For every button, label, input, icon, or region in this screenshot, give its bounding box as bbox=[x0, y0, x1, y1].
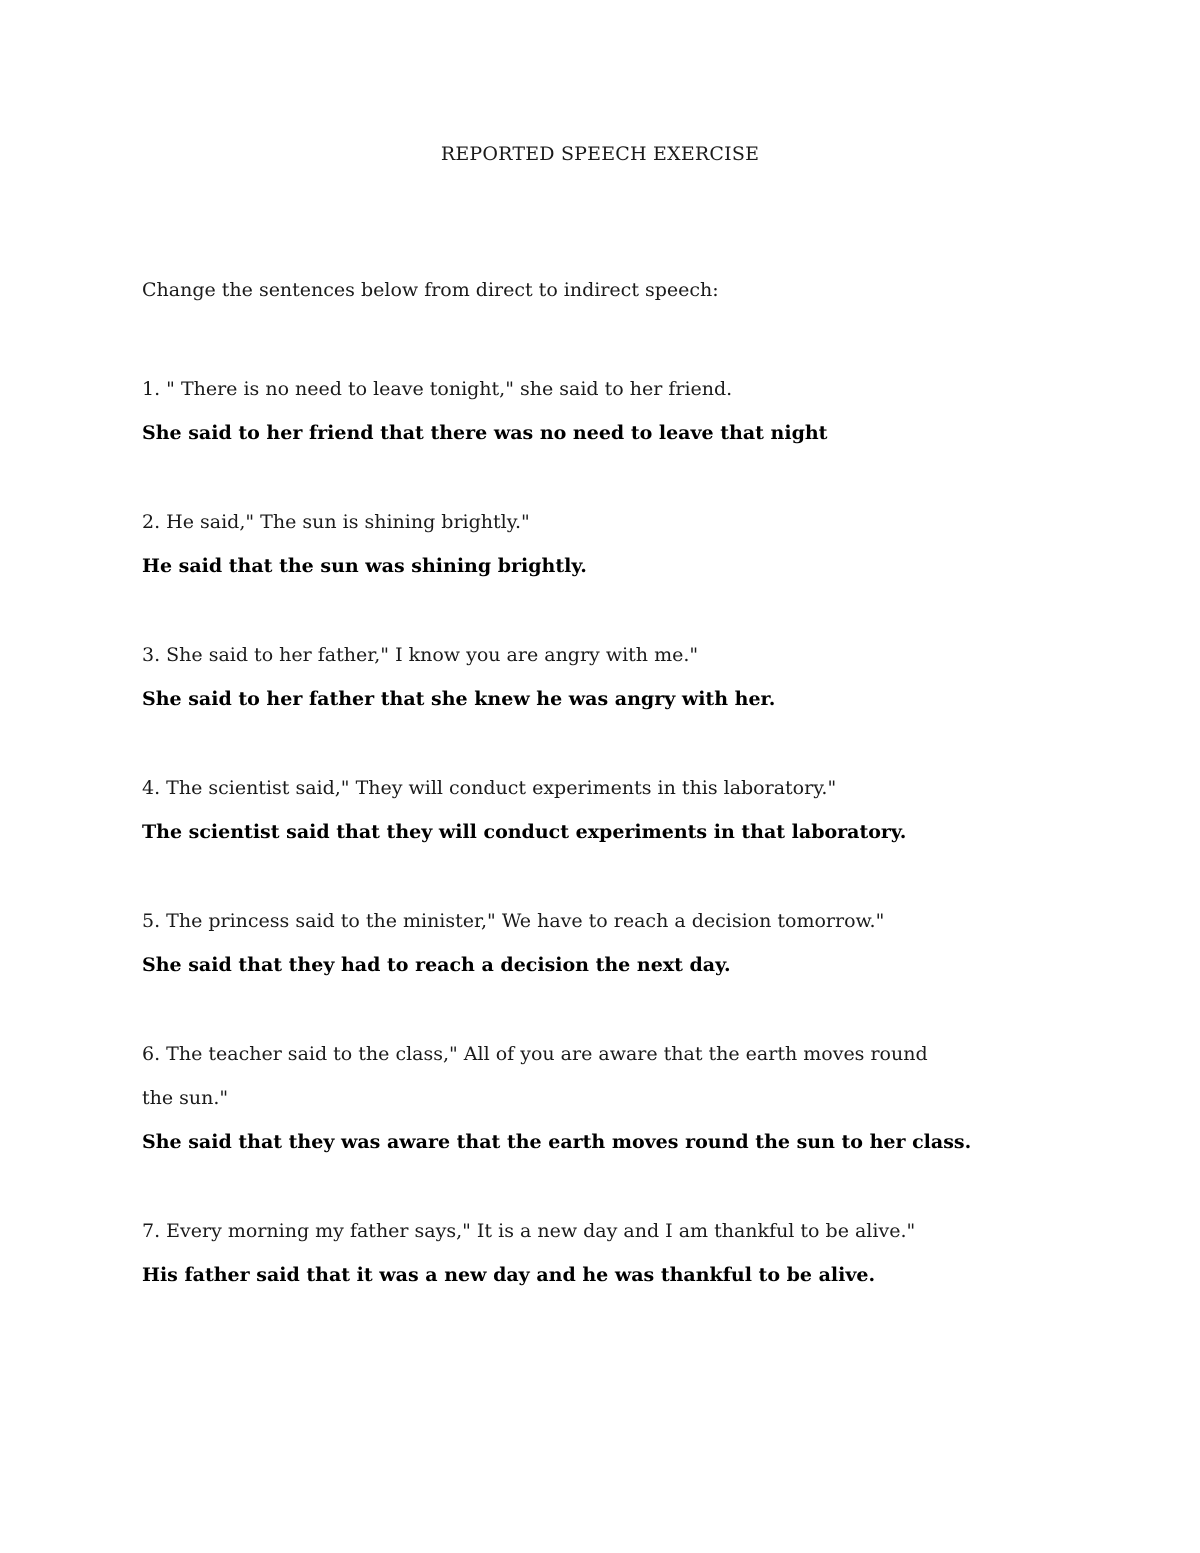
question-5: 5. The princess said to the minister," We have to reach a decision tomorrow." bbox=[142, 910, 885, 932]
question-4: 4. The scientist said," They will conduct experiments in this laboratory." bbox=[142, 777, 837, 799]
answer-5: She said that they had to reach a decision the next day. bbox=[142, 954, 731, 976]
question-6-line-1: 6. The teacher said to the class," All of you are aware that the earth moves round bbox=[142, 1043, 928, 1065]
exercise-item-4 bbox=[142, 766, 942, 854]
answer-2: He said that the sun was shining brightly. bbox=[142, 555, 587, 577]
answer-3: She said to her father that she knew he was angry with her. bbox=[142, 688, 776, 710]
question-7: 7. Every morning my father says," It is a new day and I am thankful to be alive." bbox=[142, 1220, 916, 1242]
exercise-list bbox=[142, 367, 972, 1342]
question-2: 2. He said," The sun is shining brightly." bbox=[142, 511, 530, 533]
exercise-item-1 bbox=[142, 367, 942, 455]
exercise-item-6 bbox=[142, 1032, 972, 1164]
question-3: 3. She said to her father," I know you are angry with me." bbox=[142, 644, 699, 666]
instructions: Change the sentences below from direct to indirect speech: bbox=[142, 279, 719, 301]
exercise-item-2 bbox=[142, 500, 942, 588]
question-1: 1. " There is no need to leave tonight," she said to her friend. bbox=[142, 378, 733, 400]
exercise-item-3 bbox=[142, 633, 942, 721]
answer-4: The scientist said that they will conduct experiments in that laboratory. bbox=[142, 821, 907, 843]
answer-7: His father said that it was a new day and he was thankful to be alive. bbox=[142, 1264, 876, 1286]
exercise-item-7 bbox=[142, 1209, 942, 1297]
question-6 bbox=[142, 1032, 942, 1120]
exercise-item-5 bbox=[142, 899, 942, 987]
answer-1: She said to her friend that there was no need to leave that night bbox=[142, 422, 828, 444]
page-title: REPORTED SPEECH EXERCISE bbox=[440, 143, 760, 165]
question-6-line-2: the sun." bbox=[142, 1087, 229, 1109]
answer-6: She said that they was aware that the earth moves round the sun to her class. bbox=[142, 1131, 972, 1153]
